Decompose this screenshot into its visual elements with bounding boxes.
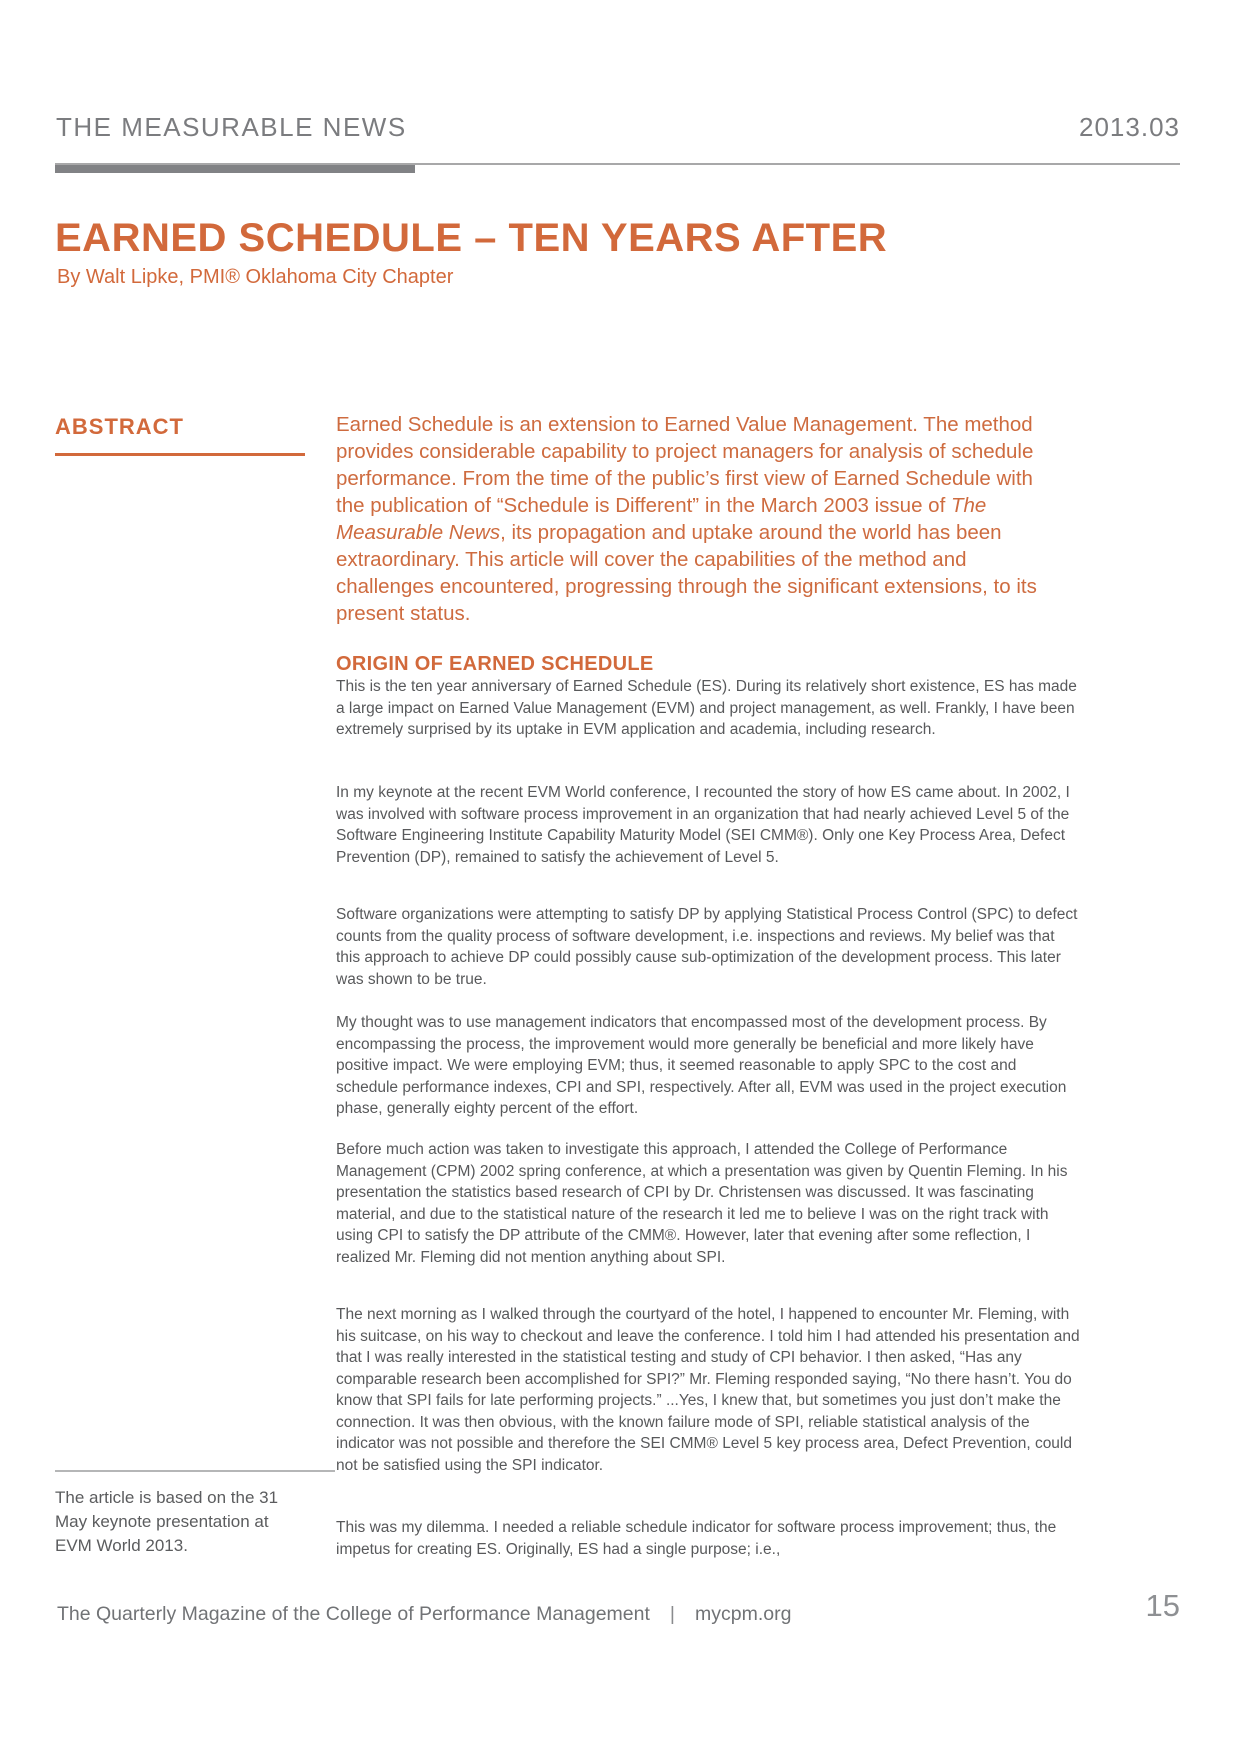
article-title: EARNED SCHEDULE – TEN YEARS AFTER [55,216,888,260]
abstract-label: ABSTRACT [55,414,305,456]
footnote-text: The article is based on the 31 May keynote presentation at EVM World 2013. [55,1488,279,1555]
abstract-text-post: , its propagation and uptake around the world has been extraordinary. This article will cover the capabilities of the method and challenges encountered, progressing through the significant extensions, to its present status. [336,521,1037,625]
body-paragraph-4: My thought was to use management indicators that encompassed most of the development process. By encompassing the process, the improvement would more generally be beneficial and more likely have positive impact. We were employing EVM; thus, it seemed reasonable to apply SPC to the cost and schedule performance indexes, CPI and SPI, respectively. After all, EVM was used in the project execution phase, generally eighty percent of the effort. [336,1014,1067,1117]
page-number: 15 [1145,1588,1180,1623]
header-rule-thick [55,165,415,173]
footer-website-link[interactable]: mycpm.org [694,1603,792,1625]
body-paragraph-6: The next morning as I walked through the courtyard of the hotel, I happened to encounter Mr. Fleming, with his suitcase, on his way to checkout and leave the conference. I told him I had attended his presentation and that I was really interested in the statistical testing and study of CPI behavior. I then asked, “Has any comparable research been accomplished for SPI?” Mr. Fleming responded saying, “No there hasn’t. You do know that SPI fails for late performing projects.” ...Yes, I knew that, but sometimes you just don’t make the connection. It was then obvious, with the known failure mode of SPI, reliable statistical analysis of the indicator was not possible and therefore the SEI CMM® Level 5 key process area, Defect Prevention, could not be satisfied using the SPI indicator. [336,1306,1080,1474]
abstract-text [336,411,1062,627]
page-footer [57,1603,791,1626]
footnote-rule [55,1470,335,1472]
body-paragraph-7: This was my dilemma. I needed a reliable schedule indicator for software process improvement; thus, the impetus for creating ES. Originally, ES had a single purpose; i.e., [336,1519,1057,1558]
abstract-text-pre: Earned Schedule is an extension to Earned Value Management. The method provides considerable capability to project managers for analysis of schedule performance. From the time of the public’s first view of Earned Schedule with the publication of “Schedule is Different” in the March 2003 issue of [336,413,1034,517]
issue-number: 2013.03 [1079,112,1180,142]
body-paragraph-3: Software organizations were attempting to satisfy DP by applying Statistical Process Control (SPC) to defect counts from the quality process of software development, i.e. inspections and reviews. My belief was that this approach to achieve DP could possibly cause sub-optimization of the development process. This later was shown to be true. [336,906,1078,988]
masthead-title: THE MEASURABLE NEWS [56,112,407,142]
body-paragraph-5: Before much action was taken to investigate this approach, I attended the College of Performance Management (CPM) 2002 spring conference, at which a presentation was given by Quentin Fleming. In his presentation the statistics based research of CPI by Dr. Christensen was discussed. It was fascinating material, and due to the statistical nature of the research it led me to believe I was on the right track with using CPI to satisfy the DP attribute of the CMM®. However, later that evening after some reflection, I realized Mr. Fleming did not mention anything about SPI. [336,1141,1068,1266]
footer-magazine-name: The Quarterly Magazine of the College of Performance Management [57,1603,650,1625]
section-heading-origin: ORIGIN OF EARNED SCHEDULE [336,653,654,675]
body-paragraph-1: This is the ten year anniversary of Earned Schedule (ES). During its relatively short existence, ES has made a large impact on Earned Value Management (EVM) and project management, as well. Frankly, I have been extremely surprised by its uptake in EVM application and academia, including research. [336,678,1077,738]
abstract-text-italic: The Measurable News [336,494,987,544]
article-byline: By Walt Lipke, PMI® Oklahoma City Chapter [57,266,454,288]
body-paragraph-2: In my keynote at the recent EVM World conference, I recounted the story of how ES came about. In 2002, I was involved with software process improvement in an organization that had nearly achieved Level 5 of the Software Engineering Institute Capability Maturity Model (SEI CMM®). Only one Key Process Area, Defect Prevention (DP), remained to satisfy the achievement of Level 5. [336,784,1070,866]
footer-separator: | [669,1603,675,1625]
